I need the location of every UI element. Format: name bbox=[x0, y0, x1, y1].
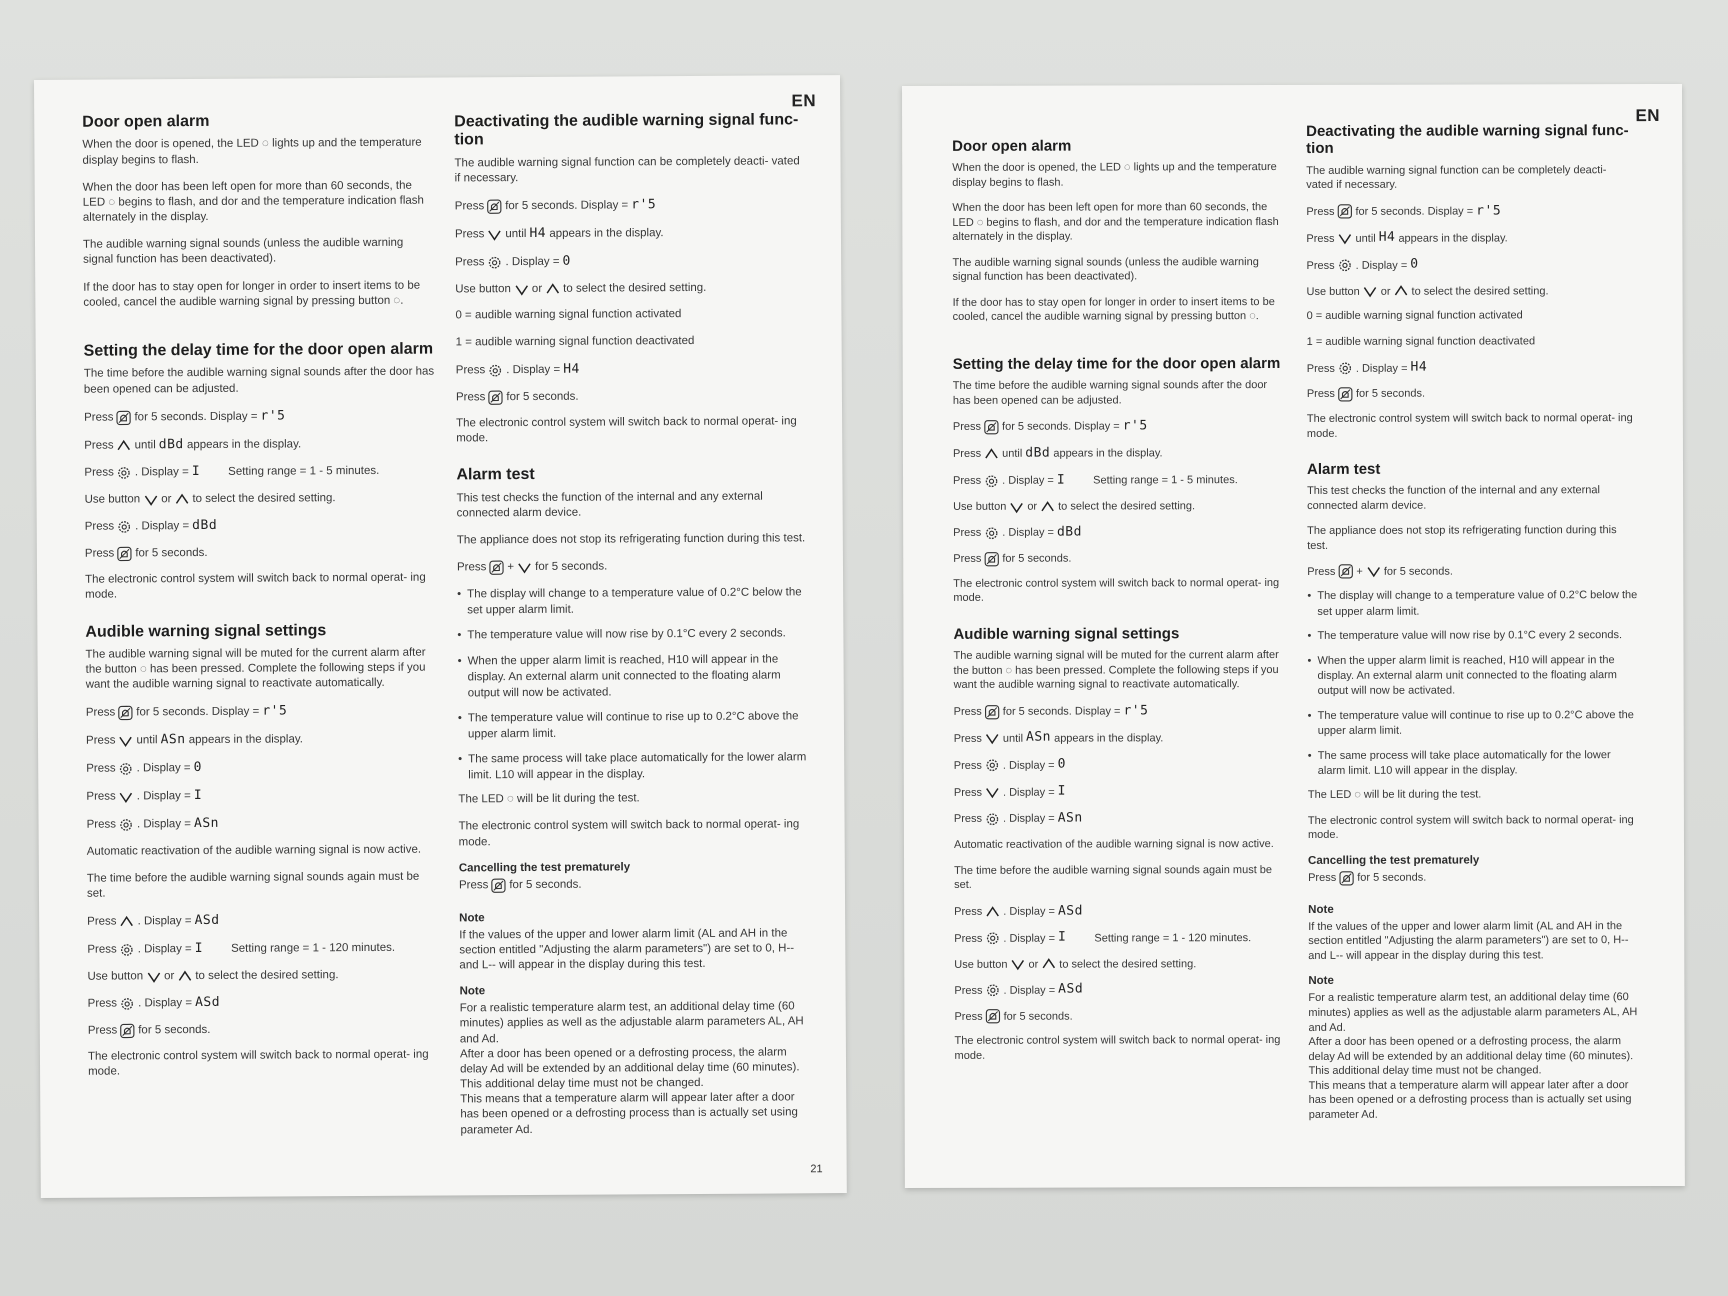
paragraph: The audible warning signal sounds (unless the audible warning signal function has been deactivated). bbox=[82, 236, 404, 267]
display-code: dBd bbox=[1056, 524, 1082, 540]
step: Press for 5 seconds. bbox=[84, 547, 208, 560]
paragraph: This test checks the function of the internal and any external connected alarm device. bbox=[456, 490, 763, 520]
step: Press . Display = I bbox=[86, 788, 203, 804]
paragraph: When the door is opened, the LED ◌ lights up and the temperature display begins to flash. bbox=[952, 161, 1277, 189]
gear-icon bbox=[120, 997, 135, 1012]
display-code: I bbox=[1058, 930, 1067, 946]
step: Use button or to select the desired setting. bbox=[1306, 284, 1549, 298]
up-arrow-icon bbox=[984, 447, 999, 462]
down-arrow-icon bbox=[146, 969, 161, 984]
note-title: Note bbox=[459, 985, 486, 998]
bullet-list bbox=[457, 585, 810, 784]
display-code: dBd bbox=[158, 436, 184, 452]
display-code: r'5 bbox=[1476, 202, 1502, 219]
paragraph: 0 = audible warning signal function activated bbox=[1306, 309, 1523, 323]
down-arrow-icon bbox=[985, 731, 1000, 746]
display-code: ASn bbox=[1025, 730, 1052, 746]
bell-icon bbox=[491, 878, 506, 893]
paragraph: The electronic control system will switch back to normal operat- ing mode. bbox=[458, 818, 800, 848]
down-arrow-icon bbox=[514, 282, 529, 297]
section-title: Audible warning signal settings bbox=[85, 621, 327, 641]
step: Press . Display = I Setting range = 1 - 120 minutes. bbox=[954, 930, 1252, 946]
display-code: r'5 bbox=[260, 408, 286, 424]
paragraph: Automatic reactivation of the audible warning signal is now active. bbox=[86, 843, 422, 858]
language-label: EN bbox=[1635, 106, 1661, 126]
paragraph: If the door has to stay open for longer in order to insert items to be cooled, cancel the audible warning signal by pressing button ◌. bbox=[952, 295, 1275, 324]
step: Press . Display = I Setting range = 1 - 5 minutes. bbox=[84, 464, 380, 480]
section-title: Deactivating the audible warning signal func- tion bbox=[1306, 122, 1629, 158]
down-arrow-icon bbox=[118, 734, 133, 749]
column-right bbox=[454, 111, 812, 1138]
paragraph: If the values of the upper and lower alarm limit (AL and AH in the section entitled "Adjusting the alarm parameters") are set to 0, H-- and L-- will appear in the display during this test. bbox=[1308, 920, 1629, 962]
up-arrow-icon bbox=[120, 915, 135, 930]
list-item: • The temperature value will continue to rise up to 0.2°C above the upper alarm limit. bbox=[1308, 708, 1638, 740]
bell-icon bbox=[1338, 564, 1353, 579]
up-arrow-icon bbox=[1041, 957, 1056, 972]
subsection-title: Cancelling the test prematurely bbox=[458, 861, 631, 875]
down-arrow-icon bbox=[487, 227, 502, 242]
down-arrow-icon bbox=[1363, 284, 1378, 299]
paragraph: The appliance does not stop its refrigerating function during this test. bbox=[456, 532, 806, 547]
step: Use button or to select the desired setting. bbox=[455, 281, 707, 296]
step: Press for 5 seconds. bbox=[455, 390, 579, 404]
paragraph: If the values of the upper and lower alarm limit (AL and AH in the section entitled "Adjusting the alarm parameters") are set to 0, H-- and L-- will appear in the display during this test. bbox=[459, 927, 795, 972]
step: Use button or to select the desired setting. bbox=[87, 969, 339, 983]
note-title: Note bbox=[459, 911, 485, 925]
paragraph: The electronic control system will switch back to normal operat- ing mode. bbox=[953, 576, 1280, 605]
page-number: 21 bbox=[810, 1163, 823, 1176]
down-arrow-icon bbox=[1366, 564, 1381, 579]
list-item: • The temperature value will continue to rise up to 0.2°C above the upper alarm limit. bbox=[458, 708, 810, 742]
bell-icon bbox=[984, 551, 999, 566]
column-left bbox=[82, 112, 440, 1081]
paragraph: When the door is opened, the LED ◌ lights up and the temperature display begins to flash. bbox=[82, 137, 422, 167]
step: Press . Display = H4 bbox=[1306, 359, 1428, 375]
gear-icon bbox=[1338, 361, 1353, 376]
step: Press . Display = 0 bbox=[455, 253, 571, 269]
section-title: Setting the delay time for the door open alarm bbox=[952, 354, 1281, 373]
paragraph: Automatic reactivation of the audible warning signal is now active. bbox=[953, 838, 1274, 851]
paragraph: The time before the audible warning signal sounds again must be set. bbox=[954, 863, 1273, 891]
column-right bbox=[1306, 122, 1639, 1122]
display-code: ASn bbox=[193, 815, 219, 832]
audible-settings-section bbox=[85, 621, 440, 1080]
manual-page-left bbox=[34, 75, 847, 1198]
step: Use button or to select the desired setting. bbox=[84, 492, 336, 507]
paragraph: For a realistic temperature alarm test, an additional delay time (60 minutes) applies as well as the adjustable alarm parameters AL, AH and Ad. bbox=[459, 1000, 804, 1046]
step: Press for 5 seconds. Display = r'5 bbox=[85, 703, 288, 720]
down-arrow-icon bbox=[1338, 231, 1353, 246]
paragraph: After a door has been opened or a defrosting process, the alarm delay Ad will be extended by an additional delay time (60 minutes). bbox=[459, 1046, 800, 1076]
step: Press . Display = 0 bbox=[953, 756, 1066, 772]
display-code: 0 bbox=[562, 253, 571, 269]
step: Press for 5 seconds. Display = r'5 bbox=[952, 418, 1148, 434]
down-arrow-icon bbox=[143, 493, 158, 508]
paragraph: If the door has to stay open for longer in order to insert items to be cooled, cancel the audible warning signal by pressing button ◌. bbox=[83, 279, 421, 309]
step: Press for 5 seconds. Display = r'5 bbox=[454, 197, 657, 213]
section-title: Deactivating the audible warning signal func- tion bbox=[454, 111, 799, 149]
display-code: r'5 bbox=[262, 703, 288, 720]
bell-icon bbox=[985, 704, 1000, 719]
paragraph: 1 = audible warning signal function deactivated bbox=[1306, 335, 1536, 348]
door-open-alarm-section bbox=[82, 112, 435, 311]
display-code: r'5 bbox=[631, 197, 657, 213]
step: Press . Display = ASd bbox=[954, 903, 1083, 919]
step: Press for 5 seconds. Display = r'5 bbox=[953, 702, 1149, 718]
step: Press until ASn appears in the display. bbox=[86, 732, 304, 748]
note-section bbox=[1308, 975, 1638, 1123]
paragraph: The audible warning signal will be muted for the current alarm after the button ◌ has been pressed. Complete the following steps if you want the audible warning signal to reactivate automatically. bbox=[85, 646, 426, 692]
step: Press for 5 seconds. bbox=[954, 1010, 1073, 1023]
paragraph: The time before the audible warning signal sounds after the door has been opened can be adjusted. bbox=[952, 379, 1268, 407]
step: Use button or to select the desired setting. bbox=[953, 500, 1196, 514]
audible-settings-section bbox=[953, 625, 1284, 1063]
paragraph: The appliance does not stop its refrigerating function during this test. bbox=[1307, 524, 1617, 552]
step: Press for 5 seconds. bbox=[458, 878, 582, 892]
display-code: I bbox=[193, 788, 203, 804]
gear-icon bbox=[985, 983, 1000, 998]
display-code: 0 bbox=[1410, 256, 1419, 272]
paragraph: The electronic control system will switch back to normal operat- ing mode. bbox=[87, 1048, 429, 1078]
paragraph: The electronic control system will switch back to normal operat- ing mode. bbox=[1307, 813, 1634, 842]
step: Press . Display = I Setting range = 1 - 5 minutes. bbox=[953, 472, 1238, 488]
step: Use button or to select the desired setting. bbox=[954, 957, 1197, 971]
display-code: ASn bbox=[160, 732, 186, 748]
display-code: r'5 bbox=[1122, 418, 1148, 434]
step: Press for 5 seconds. bbox=[1306, 388, 1426, 401]
gear-icon bbox=[120, 943, 135, 958]
step: Press for 5 seconds. bbox=[953, 552, 1072, 565]
gear-icon bbox=[487, 255, 502, 270]
section-title: Alarm test bbox=[1306, 460, 1381, 479]
step: Press . Display = dBd bbox=[84, 518, 218, 534]
list-item: • The temperature value will now rise by 0.1°C every 2 seconds. bbox=[1307, 628, 1637, 644]
display-code: ASd bbox=[1058, 981, 1084, 997]
gear-icon bbox=[117, 466, 132, 481]
language-label: EN bbox=[791, 91, 817, 111]
up-arrow-icon bbox=[545, 282, 560, 297]
step: Press for 5 seconds. bbox=[1308, 871, 1427, 885]
step: Press . Display = ASd bbox=[87, 995, 221, 1011]
display-code: I bbox=[194, 941, 204, 957]
down-arrow-icon bbox=[517, 560, 532, 575]
note-section bbox=[1308, 903, 1638, 963]
display-code: ASd bbox=[194, 913, 220, 929]
step: Press for 5 seconds. Display = r'5 bbox=[1306, 202, 1502, 219]
step: Press until dBd appears in the display. bbox=[84, 436, 302, 452]
up-arrow-icon bbox=[1394, 284, 1409, 299]
step: Press . Display = H4 bbox=[455, 361, 580, 377]
gear-icon bbox=[984, 526, 999, 541]
gear-icon bbox=[1338, 258, 1353, 273]
down-arrow-icon bbox=[119, 789, 134, 804]
list-item: • When the upper alarm limit is reached, H10 will appear in the display. An external alarm unit connected to the floating alarm output will now be activated. bbox=[1307, 653, 1637, 700]
step: Press . Display = I bbox=[953, 783, 1066, 799]
note-title: Note bbox=[1308, 903, 1334, 916]
display-code: I bbox=[191, 464, 201, 480]
step: Press . Display = 0 bbox=[1306, 256, 1419, 272]
step: Press + for 5 seconds. bbox=[456, 560, 608, 574]
bell-icon bbox=[1338, 387, 1353, 402]
up-arrow-icon bbox=[174, 492, 189, 507]
note-section bbox=[460, 984, 813, 1139]
step: Press until ASn appears in the display. bbox=[953, 730, 1164, 746]
gear-icon bbox=[985, 812, 1000, 827]
display-code: 0 bbox=[193, 760, 203, 776]
paragraph: The audible warning signal sounds (unless the audible warning signal function has been deactivated). bbox=[952, 255, 1259, 284]
step: Press . Display = ASd bbox=[87, 913, 220, 929]
delay-time-section bbox=[84, 340, 438, 603]
paragraph: When the door has been left open for more than 60 seconds, the LED ◌ begins to flash, and dor and the temperature indication flash alternately in the display. bbox=[952, 201, 1279, 244]
list-item: • The same process will take place automatically for the lower alarm limit. L10 will appear in the display. bbox=[1308, 748, 1638, 780]
display-code: I bbox=[1057, 783, 1066, 799]
bell-icon bbox=[117, 547, 132, 562]
paragraph: When the door has been left open for more than 60 seconds, the LED ◌ begins to flash, and dor and the temperature indication flash alternately in the display. bbox=[82, 179, 424, 224]
gear-icon bbox=[119, 762, 134, 777]
bell-icon bbox=[120, 1024, 135, 1039]
deactivate-section bbox=[1306, 122, 1637, 441]
bell-icon bbox=[1337, 204, 1352, 219]
paragraph: 0 = audible warning signal function activated bbox=[455, 307, 682, 322]
display-code: dBd bbox=[192, 518, 218, 534]
up-arrow-icon bbox=[1040, 499, 1055, 514]
display-code: 0 bbox=[1057, 756, 1066, 772]
bell-icon bbox=[488, 390, 503, 405]
display-code: ASd bbox=[1057, 903, 1083, 919]
up-arrow-icon bbox=[985, 904, 1000, 919]
display-code: ASn bbox=[1057, 810, 1083, 826]
paragraph: After a door has been opened or a defrosting process, the alarm delay Ad will be extended by an additional delay time (60 minutes). bbox=[1308, 1035, 1634, 1063]
up-arrow-icon bbox=[117, 438, 132, 453]
section-title: Door open alarm bbox=[952, 137, 1072, 155]
paragraph: The audible warning signal function can be completely deacti- vated if necessary. bbox=[454, 155, 800, 185]
step: Press until H4 appears in the display. bbox=[454, 225, 664, 241]
paragraph: The electronic control system will switch back to normal operat- ing mode. bbox=[456, 415, 797, 445]
step: Press for 5 seconds. bbox=[87, 1024, 211, 1037]
bell-icon bbox=[489, 560, 504, 575]
paragraph: This means that a temperature alarm will appear later after a door has been opened or a defrosting process than is actually set using parameter Ad. bbox=[460, 1091, 798, 1137]
display-code: H4 bbox=[563, 361, 580, 377]
paragraph: The LED ◌ will be lit during the test. bbox=[1307, 788, 1482, 802]
down-arrow-icon bbox=[985, 785, 1000, 800]
paragraph: The audible warning signal function can be completely deacti- vated if necessary. bbox=[1306, 163, 1607, 191]
display-code: H4 bbox=[1378, 230, 1396, 246]
step: Press . Display = I Setting range = 1 - 120 minutes. bbox=[87, 941, 396, 957]
bullet-list bbox=[1307, 589, 1637, 780]
step: Press until dBd appears in the display. bbox=[952, 445, 1163, 461]
paragraph: The audible warning signal will be muted for the current alarm after the button ◌ has been pressed. Complete the following steps if you want the audible warning signal to reactivate automatically. bbox=[953, 649, 1279, 691]
list-item: • The display will change to a temperature value of 0.2°C below the set upper alarm limit. bbox=[457, 585, 809, 619]
paragraph: The electronic control system will switch back to normal operat- ing mode. bbox=[954, 1034, 1281, 1062]
cancel-test-section bbox=[459, 860, 811, 893]
paragraph: This additional delay time must not be changed. bbox=[460, 1077, 704, 1091]
gear-icon bbox=[488, 363, 503, 378]
delay-time-section bbox=[953, 355, 1284, 606]
down-arrow-icon bbox=[1009, 500, 1024, 515]
bell-icon bbox=[1339, 871, 1354, 886]
paragraph: The time before the audible warning signal sounds after the door has been opened can be adjusted. bbox=[83, 365, 435, 396]
display-code: r'5 bbox=[1123, 702, 1149, 718]
step: Press for 5 seconds. Display = r'5 bbox=[84, 408, 286, 424]
paragraph: This additional delay time must not be changed. bbox=[1308, 1064, 1542, 1077]
deactivate-section bbox=[454, 111, 808, 447]
paragraph: The electronic control system will switch back to normal operat- ing mode. bbox=[1306, 412, 1633, 440]
step: Press . Display = dBd bbox=[953, 524, 1082, 540]
section-title: Audible warning signal settings bbox=[953, 625, 1180, 643]
step: Press . Display = ASd bbox=[954, 981, 1084, 997]
step: Press until H4 appears in the display. bbox=[1306, 230, 1508, 246]
bell-icon bbox=[118, 706, 133, 721]
manual-page-right bbox=[902, 84, 1685, 1188]
gear-icon bbox=[119, 817, 134, 832]
down-arrow-icon bbox=[1010, 957, 1025, 972]
step: Press + for 5 seconds. bbox=[1307, 565, 1453, 578]
gear-icon bbox=[985, 931, 1000, 946]
paragraph: The electronic control system will switch back to normal operat- ing mode. bbox=[85, 571, 426, 602]
paragraph: 1 = audible warning signal function deactivated bbox=[455, 334, 695, 349]
bell-icon bbox=[487, 199, 502, 214]
alarm-test-section bbox=[1307, 460, 1638, 843]
up-arrow-icon bbox=[177, 969, 192, 984]
section-title: Alarm test bbox=[456, 466, 535, 484]
display-code: H4 bbox=[1410, 359, 1428, 375]
alarm-test-section bbox=[456, 465, 810, 851]
section-title: Setting the delay time for the door open alarm bbox=[83, 340, 434, 360]
display-code: I bbox=[1056, 472, 1066, 488]
gear-icon bbox=[984, 474, 999, 489]
door-open-alarm-section bbox=[952, 137, 1282, 325]
step: Press . Display = 0 bbox=[86, 760, 203, 776]
paragraph: The time before the audible warning signal sounds again must be set. bbox=[86, 870, 420, 900]
paragraph: The LED ◌ will be lit during the test. bbox=[458, 792, 640, 806]
step: Press . Display = ASn bbox=[953, 810, 1083, 826]
display-code: dBd bbox=[1025, 445, 1051, 461]
subsection-title: Cancelling the test prematurely bbox=[1308, 854, 1480, 867]
gear-icon bbox=[985, 758, 1000, 773]
note-section bbox=[459, 910, 811, 974]
bell-icon bbox=[986, 1009, 1001, 1024]
note-title: Note bbox=[1308, 975, 1334, 988]
bell-icon bbox=[984, 420, 999, 435]
column-left bbox=[952, 137, 1284, 1063]
paragraph: This means that a temperature alarm will appear later after a door has been opened or a defrosting process than is actually set using parameter Ad. bbox=[1308, 1078, 1632, 1121]
step: Press . Display = ASn bbox=[86, 815, 219, 832]
paragraph: This test checks the function of the internal and any external connected alarm device. bbox=[1307, 484, 1600, 512]
gear-icon bbox=[117, 520, 132, 535]
list-item: • The same process will take place automatically for the lower alarm limit. L10 will appear in the display. bbox=[458, 749, 810, 783]
list-item: • When the upper alarm limit is reached, H10 will appear in the display. An external alarm unit connected to the floating alarm output will now be activated. bbox=[458, 651, 810, 701]
cancel-test-section bbox=[1308, 854, 1638, 886]
section-title: Door open alarm bbox=[82, 112, 210, 131]
list-item: • The temperature value will now rise by 0.1°C every 2 seconds. bbox=[457, 626, 809, 644]
bell-icon bbox=[116, 410, 131, 425]
display-code: ASd bbox=[195, 995, 221, 1011]
paragraph: For a realistic temperature alarm test, an additional delay time (60 minutes) applies as well as the adjustable alarm parameters AL, AH and Ad. bbox=[1308, 991, 1638, 1034]
list-item: • The display will change to a temperature value of 0.2°C below the set upper alarm limit. bbox=[1307, 589, 1637, 621]
display-code: H4 bbox=[529, 225, 547, 241]
